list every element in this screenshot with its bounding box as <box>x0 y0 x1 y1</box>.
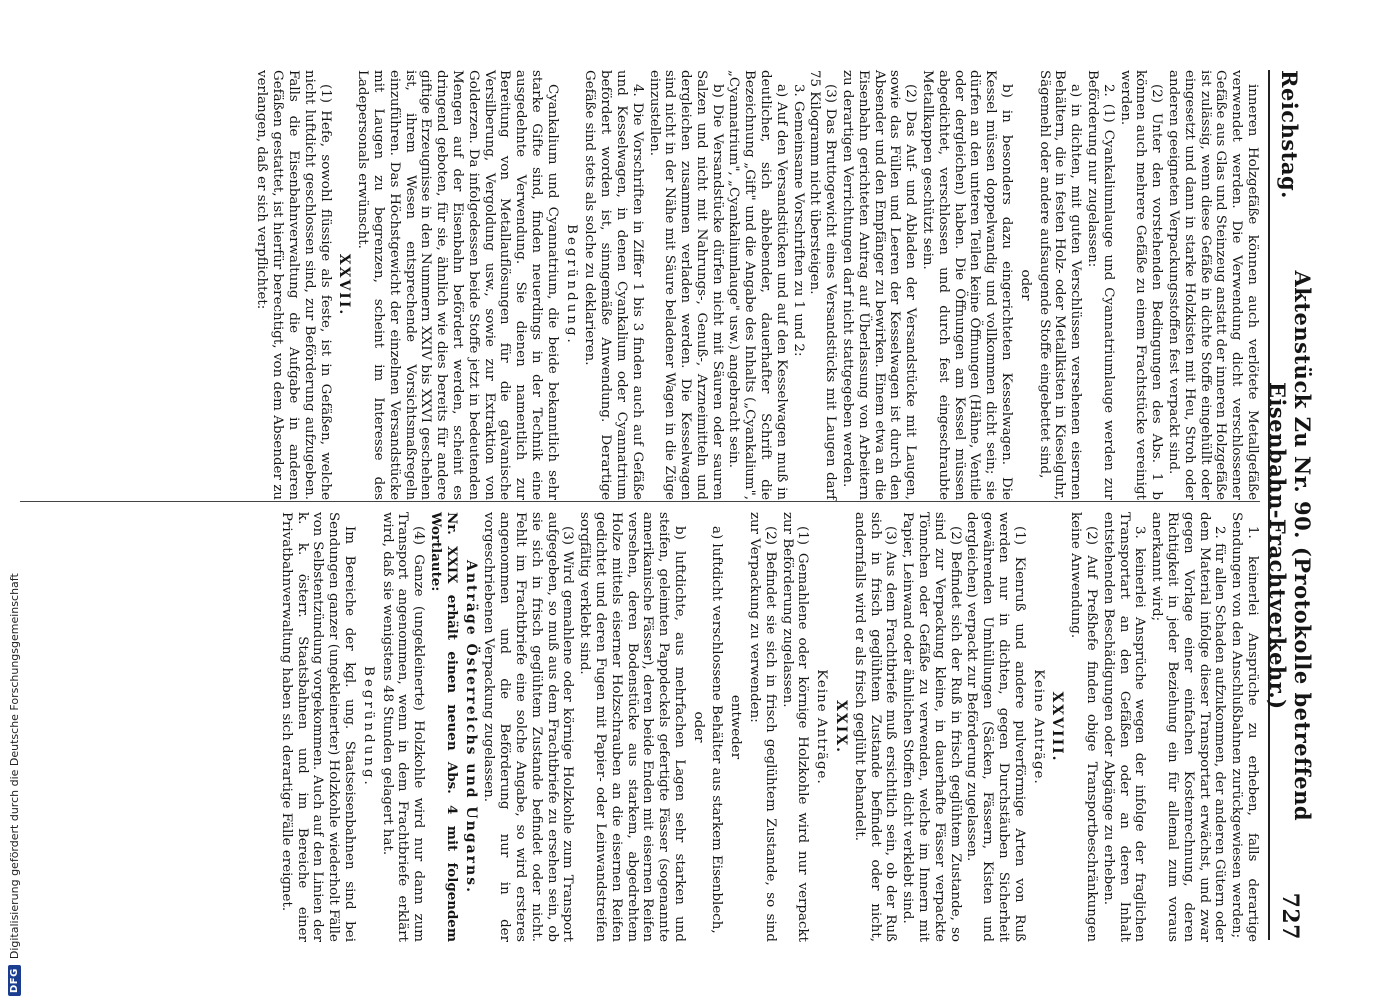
section-heading: XXVII. <box>336 253 353 317</box>
credit-text: Digitalisierung gefördert durch die Deutsche Forschungsgemeinschaft <box>7 573 21 960</box>
page-number: 727 <box>1277 892 1303 940</box>
left-column <box>10 70 1260 500</box>
paragraph: (2) Auf Preßhefe finden obige Transportbeschränkungen keine Anwendung. <box>1068 512 1100 942</box>
paragraph: Cyankalium und Cyannatrium, die beide bekanntlich sehr starke Gifte sind, finden neuerdings in der Technik eine ausgedehnte Verwendung. Sie dienen namentlich zur Bereitung von Metallauflösungen für die galvanische Versilberung, Vergoldung usw., sowie zur Extraktion von Golderzen. Da infolgedessen beide Stoffe jetzt in bedeutenden Mengen auf der Eisenbahn befördert werden, scheint es dringend geboten, für sie, ähnlich wie dies bereits für andere giftige Erzeugnisse in den Nummern XXIV bis XXVI geschehen ist, ihrem Wesen entsprechende Vorsichtsmaßregeln einzuführen. Das Höchstgewicht der einzelnen Versandstücke mit Laugen zu begrenzen, scheint im Interesse des Ladepersonals erwünscht. <box>355 70 560 500</box>
section-heading: XXVIII. <box>1049 691 1066 763</box>
paragraph: (3) Wird gemahlene oder körnige Holzkohle zum Transport aufgegeben, so muß aus dem Frachtbriefe zu ersehen sein, ob sie sich in frisch geglühtem Zustande befindet oder nicht. Fehlt im Frachtbriefe eine solche Angabe, so wird ersteres angenommen und die Beförderung nur in der vorgeschriebenen Verpackung zugelassen. <box>481 512 576 942</box>
paragraph: b) Die Versandstücke dürfen nicht mit Säuren oder sauren Salzen und nicht mit Nahrungs-, Genuß-, Arzneimitteln und dergleichen zusammen verladen werden. Die Kesselwagen sind nicht in der Nähe mit Säure beladener Wagen in die Züge einzustellen. <box>646 70 725 500</box>
paragraph: (1) Kienruß und andere pulverförmige Arten von Ruß werden nur in dichten, gegen Durchstäuben Sicherheit gewährenden Umhüllungen (Säcken, Fässern, Kisten und dergleichen) verpackt zur Beförderung zugelassen. <box>964 512 1027 942</box>
paragraph: a) Auf den Versandstücken und auf den Kesselwagen muß in deutlicher, sich abhebender, dauerhafter Schrift die Bezeichnung „Gift" und die Angabe des Inhalts („Cyankalium", „Cyannatrium", „Cyankaliumlauge" usw.) angebracht sein. <box>726 70 789 500</box>
paragraph: a) luftdicht verschlossene Behälter aus starkem Eisenblech, <box>709 526 725 934</box>
paragraph: 3. Gemeinsame Vorschriften zu 1 und 2: <box>790 84 806 357</box>
section-heading: Begründung. <box>360 666 376 788</box>
paragraph: 2. für allen Schaden aufzukommen, der anderen Gütern oder dem Material infolge dieser Transportart erwächst, und zwar gegen Vorlage einer einfachen Kostenrechnung, deren Richtigkeit in jeder Beziehung ein für allemal zum voraus anerkannt wird; <box>1149 512 1228 942</box>
paragraph: (4) Ganze (ungekleinerte) Holzkohle wird nur dann zum Transport angenommen, wenn in dem Frachtbriefe erklärt wird, daß sie wenigstens 48 Stunden gelagert hat. <box>379 512 427 942</box>
digitization-sidebar <box>0 0 34 1000</box>
paragraph: (3) Das Bruttogewicht eines Versandstücks mit Laugen darf 75 Kilogramm nicht übersteigen. <box>807 70 839 500</box>
header-title <box>1265 217 1315 875</box>
paragraph: oder <box>690 711 706 743</box>
paragraph: oder <box>1017 269 1033 301</box>
header-left: Reichstag. <box>1277 70 1303 199</box>
paragraph: Im Bereiche der kgl. ung. Staatseisenbahnen sind bei Sendungen ganzer (ungekleinerter) Holzkohle wiederholt Fälle von Selbstentzündung vorgekommen. Auch auf den Linien der k. k. österr. Staatsbahnen und im Bereiche einer Privatbahnverwaltung haben sich derartige Fälle ereignet. <box>278 512 357 942</box>
paragraph: (2) Befindet sich der Ruß in frisch geglühtem Zustande, so sind zur Verpackung kleine, in dauerhafte Fässer verpackte Tönnchen oder Gefäße zu verwenden, welche im Innern mit Papier, Leinwand oder ähnlichen Stoffen dicht verklebt sind. <box>900 512 963 942</box>
paragraph: 2. (1) Cyankaliumlauge und Cyannatriumlauge werden zur Beförderung nur zugelassen: <box>1085 70 1116 500</box>
digitization-credit <box>4 0 24 996</box>
right-column <box>10 512 1260 942</box>
section-heading: Anträge Österreichs und Ungarns. <box>462 560 479 894</box>
paragraph: (2) Befindet sie sich in frisch geglühtem Zustande, so sind zur Verpackung zu verwenden: <box>747 512 778 942</box>
header-subtitle: (Protokolle betreffend Eisenbahn-Frachtverkehr.) <box>1265 381 1315 822</box>
column-divider <box>20 501 1260 502</box>
paragraph: 1. keinerlei Ansprüche zu erheben, falls derartige Sendungen von den Anschlußbahnen zurückgewiesen werden; <box>1229 512 1260 942</box>
paragraph: (2) Das Auf- und Abladen der Versandstücke mit Laugen, sowie das Füllen und Leeren der Kesselwagen ist durch den Absender und den Empfänger zu bewirken. Einem etwa an die Eisenbahn gerichteten Antrag auf Überlassung von Arbeitern zu derartigen Verrichtungen darf nicht stattgegeben werden. <box>840 70 919 500</box>
paragraph: b) in besonders dazu eingerichteten Kesselwagen. Die Kessel müssen doppelwandig und vollkommen dicht sein; sie dürfen an den unteren Teilen keine Öffnungen (Hähne, Ventile oder dergleichen) haben. Die Öffnungen am Kessel müssen abgedichtet, verschlossen und durch fest eingeschraubte Metallkappen geschützt sein. <box>920 70 1015 500</box>
paragraph: inneren Holzgefäße können auch verlötete Metallgefäße verwendet werden. Die Verwendung dicht verschlossener Gefäße aus Glas und Steinzeug anstatt der inneren Holzgefäße ist zulässig, wenn diese Gefäße in dichte Stoffe eingehüllt oder eingesetzt und dann in starke Holzkisten mit Heu, Stroh oder anderen geeigneten Verpackungsstoffen fest verpackt sind. <box>1166 70 1260 500</box>
bold-line: Nr. XXIX erhält einen neuen Abs. 4 mit folgendem Wortlaute: <box>427 512 460 942</box>
section-heading: Begründung. <box>563 224 579 346</box>
page-header <box>1265 70 1315 940</box>
paragraph: (1) Hefe, sowohl flüssige als feste, ist in Gefäßen, welche nicht luftdicht geschlossen sind, zur Beförderung aufzugeben. Falls die Eisenbahnverwaltung die Aufgabe in anderen Gefäßen gestattet, ist hierfür berechtigt, von dem Absender zu verlangen, daß er sich verpflichtet: <box>254 70 333 500</box>
paragraph: entweder <box>728 694 744 760</box>
paragraph: a) in dichten, mit guten Verschlüssen versehenen eisernen Behältern, die in festen Holz- oder Metallkisten in Kieselguhr, Sägemehl oder andere aufsaugende Stoffe eingebettet sind, <box>1036 70 1084 500</box>
dfg-logo: DFG <box>8 965 21 996</box>
paragraph: (3) Aus dem Frachtbriefe muß ersichtlich sein, ob der Ruß sich in frisch geglühtem Zustande befindet oder nicht, andernfalls wird er als frisch geglüht behandelt. <box>851 512 899 942</box>
section-heading: XXIX. <box>833 699 850 754</box>
section-note: Keine Anträge. <box>1030 669 1046 785</box>
paragraph: b) luftdichte, aus mehrfachen Lagen sehr starken und steifen, geleimten Pappdeckels gefertigte Fässer (sogenannte amerikanische Fässer), deren beide Enden mit eisernen Reifen versehen, deren Bodenstücke aus starkem, abgedrehtem Holze mittels eiserner Holzschrauben an die eisernen Reifen gedichtet und deren Fugen mit Papier- oder Leinwandstreifen sorgfältig verklebt sind. <box>577 512 687 942</box>
header-title-text: Aktenstück Zu Nr. 90. <box>1290 270 1315 539</box>
paragraph: 4. Die Vorschriften in Ziffer 1 bis 3 finden auch auf Gefäße und Kesselwagen, in denen Cyankalium oder Cyannatrium befördert worden ist, sinngemäße Anwendung. Derartige Gefäße sind stets als solche zu deklarieren. <box>582 70 645 500</box>
section-note: Keine Anträge. <box>814 669 830 785</box>
paragraph: 3. keinerlei Ansprüche wegen der infolge der fraglichen Transportart an den Gefäßen oder an deren Inhalt entstehenden Beschädigungen oder Abgänge zu erheben. <box>1100 512 1148 942</box>
paragraph: (2) Unter den vorstehenden Bedingungen des Abs. 1 b können auch mehrere Gefäße zu einem Frachtstücke vereinigt werden. <box>1117 70 1165 500</box>
paragraph: (1) Gemahlene oder körnige Holzkohle wird nur verpackt zur Beförderung zugelassen. <box>779 512 811 942</box>
